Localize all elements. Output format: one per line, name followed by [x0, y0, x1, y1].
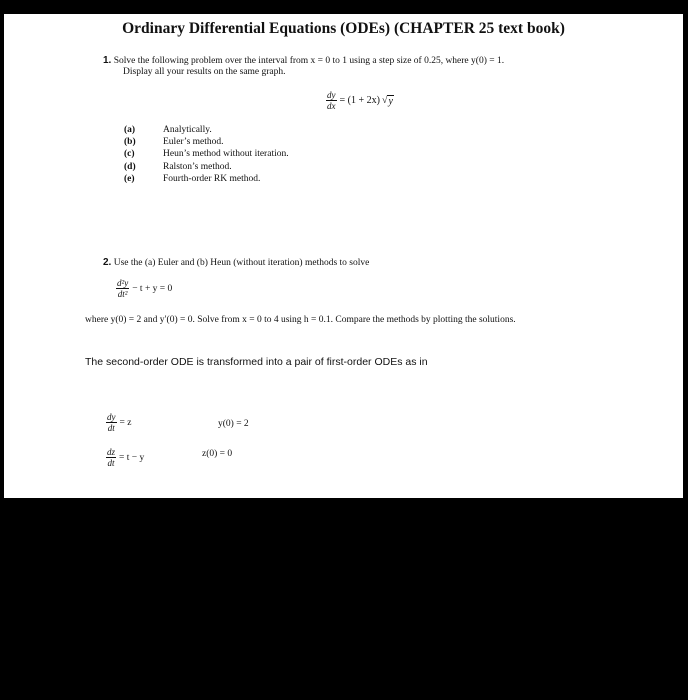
list-item: [124, 161, 289, 173]
transform-note: The second-order ODE is transformed into a pair of first-order ODEs as in: [85, 356, 428, 368]
part-label: (d): [124, 161, 136, 172]
equation-rhs: = t − y: [119, 452, 145, 463]
initial-condition-z: z(0) = 0: [202, 449, 233, 459]
fraction-denominator: dt: [107, 458, 115, 468]
equation-rhs: = (1 + 2x): [339, 95, 380, 106]
problem2-conditions: where y(0) = 2 and y′(0) = 0. Solve from x = 0 to 4 using h = 0.1. Compare the methods by plotting the solutions.: [85, 315, 516, 325]
page-title: Ordinary Differential Equations (ODEs) (CHAPTER 25 text book): [122, 20, 565, 37]
part-text: Ralston’s method.: [163, 161, 232, 172]
second-derivative-fraction: [116, 278, 129, 299]
problem2-equation: [116, 278, 172, 299]
part-text: Fourth-order RK method.: [163, 173, 261, 184]
part-label: (c): [124, 149, 135, 160]
system-equation-2: [106, 447, 144, 468]
list-item: [124, 173, 289, 185]
problem1-text-line2: Display all your results on the same graph.: [123, 67, 286, 77]
fraction-numerator: dy: [107, 412, 116, 422]
fraction-numerator: dy: [327, 90, 336, 100]
part-text: Heun’s method without iteration.: [163, 149, 289, 160]
part-label: (e): [124, 173, 135, 184]
equation-rhs: = z: [119, 417, 132, 428]
problem1-number: 1.: [103, 55, 112, 66]
fraction-numerator: d²y: [117, 278, 129, 288]
sqrt-sign: √: [381, 95, 388, 106]
dz-dt-fraction: [106, 447, 116, 468]
problem2-statement: [103, 257, 369, 268]
part-text: Euler’s method.: [163, 137, 224, 148]
list-item: [124, 148, 289, 160]
problem2-text: Use the (a) Euler and (b) Heun (without iteration) methods to solve: [113, 258, 370, 268]
fraction-denominator: dx: [327, 101, 336, 111]
dy-dt-fraction: [106, 412, 117, 433]
fraction-denominator: dt: [107, 423, 115, 433]
problem1-statement: [103, 55, 504, 66]
problem1-parts-list: [124, 124, 289, 185]
problem1-text-line1: Solve the following problem over the interval from x = 0 to 1 using a step size of 0.25, where y(0) = 1.: [113, 56, 505, 66]
part-label: (a): [124, 125, 136, 135]
dy-dx-fraction: [326, 90, 337, 111]
fraction-denominator: dt²: [117, 289, 128, 299]
initial-condition-y: y(0) = 2: [218, 419, 249, 429]
part-label: (b): [124, 137, 136, 148]
system-equation-1: [106, 412, 131, 433]
document-page: [4, 14, 683, 498]
problem2-number: 2.: [103, 257, 112, 268]
list-item: [124, 124, 289, 136]
sqrt-argument: y: [388, 95, 393, 107]
problem1-equation: [326, 90, 394, 111]
list-item: [124, 136, 289, 148]
fraction-numerator: dz: [107, 447, 116, 457]
part-text: Analytically.: [163, 125, 212, 135]
equation-rest: − t + y = 0: [132, 283, 173, 294]
